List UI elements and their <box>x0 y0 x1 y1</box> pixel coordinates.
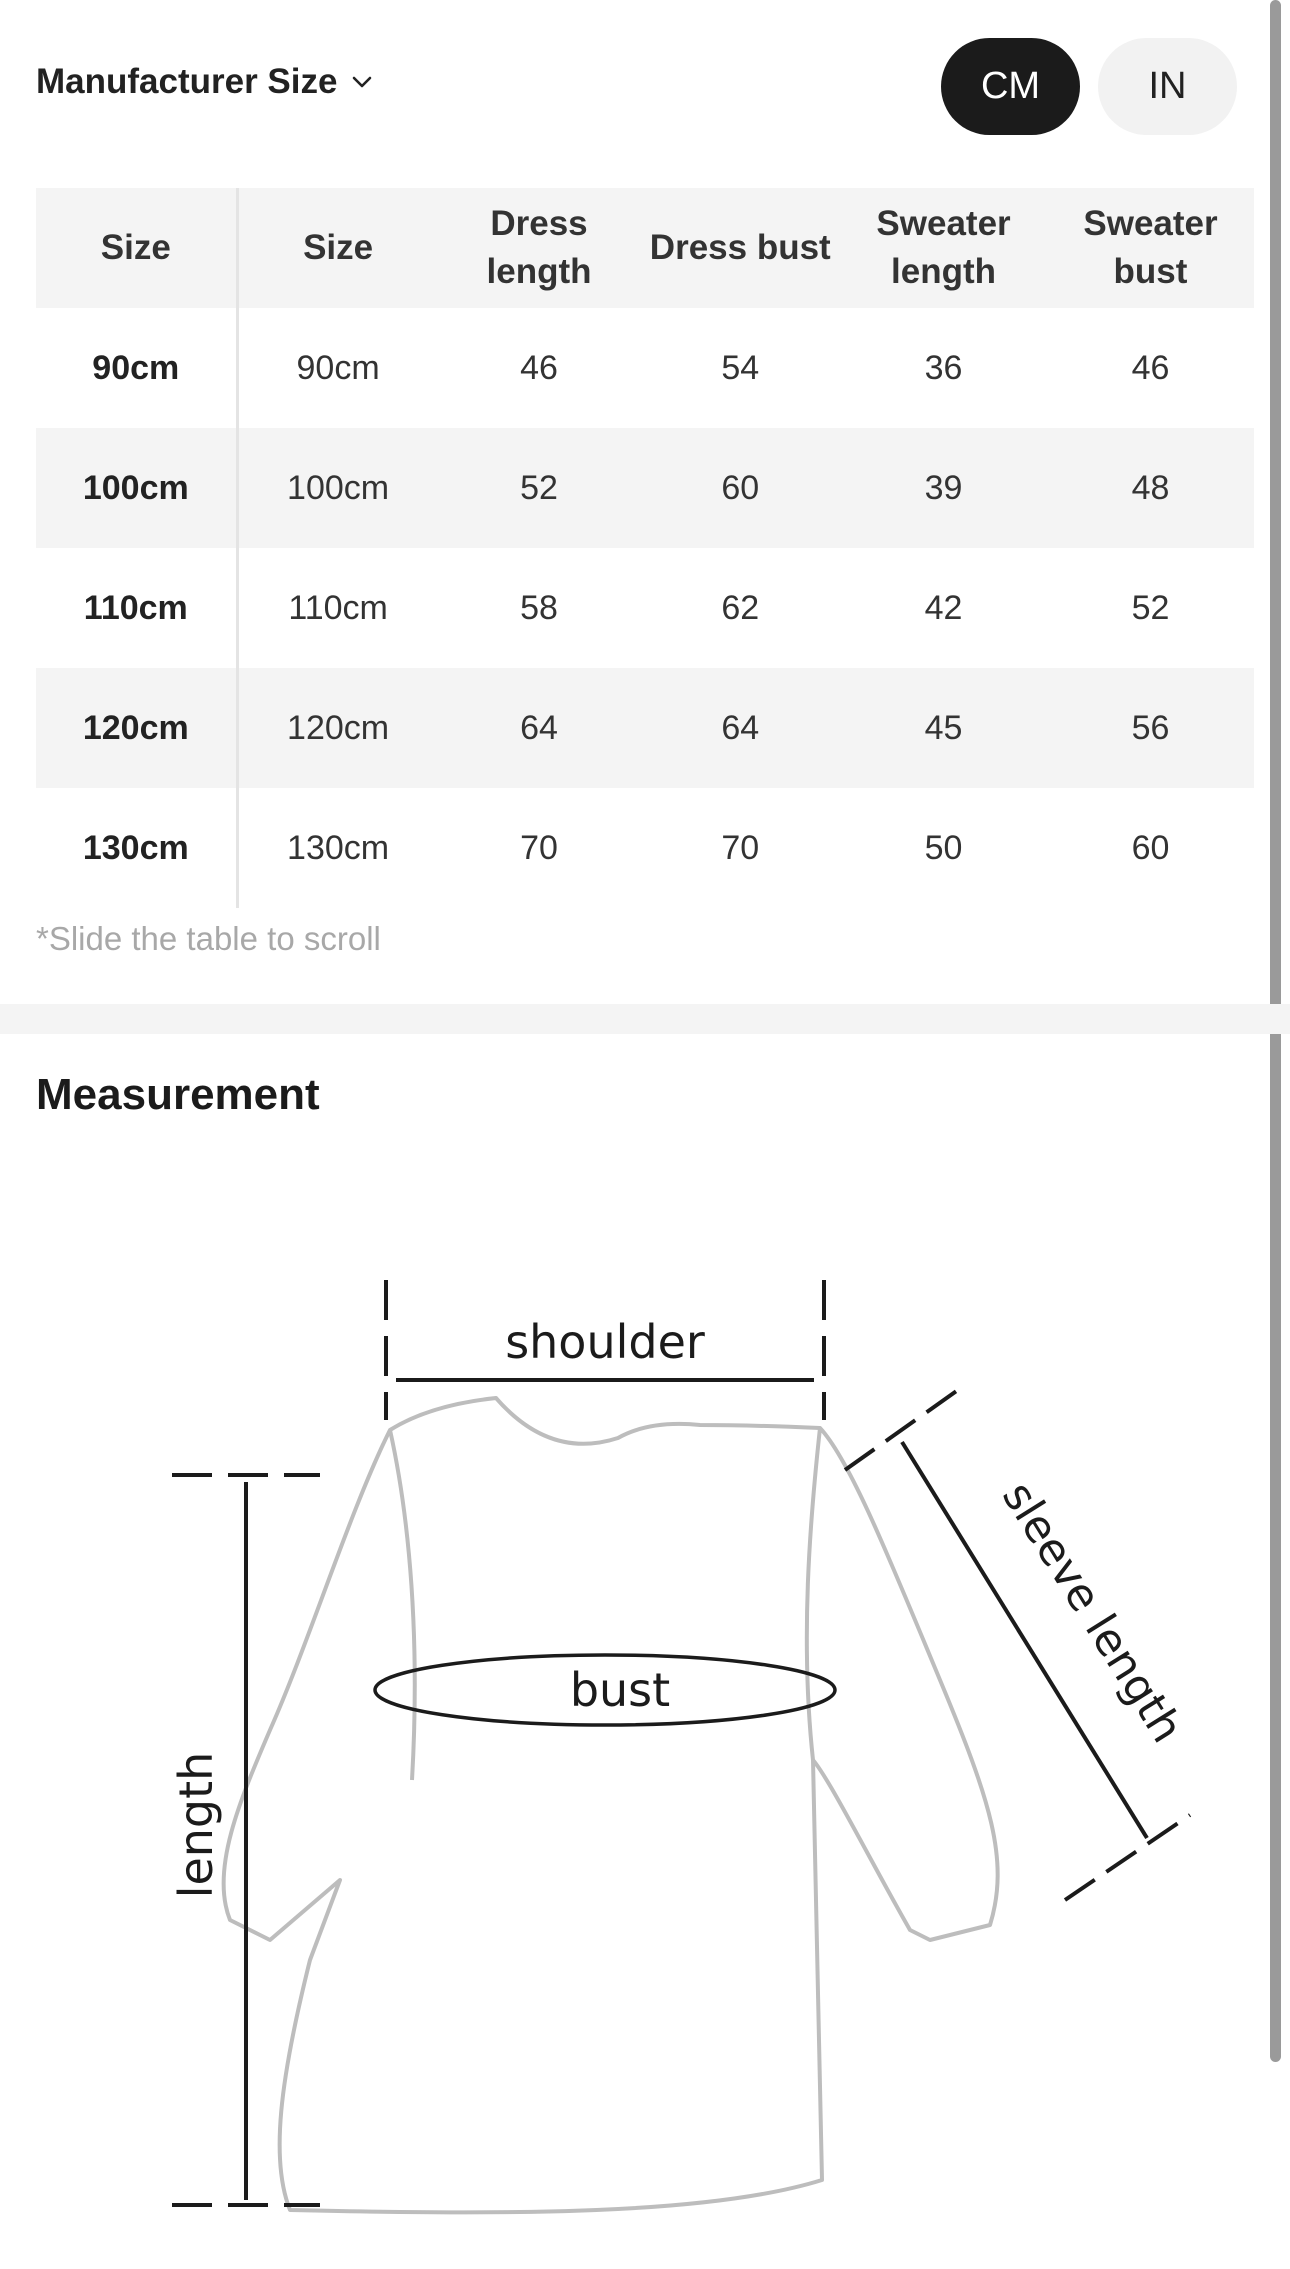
table-row <box>36 788 1254 908</box>
table-row <box>36 668 1254 788</box>
table-header-cell <box>1047 188 1254 308</box>
table-header-text: Sweater bust <box>1083 204 1218 291</box>
table-header-cell <box>840 188 1047 308</box>
table-cell: 70 <box>520 828 558 867</box>
table-cell: 70 <box>721 828 760 867</box>
table-header-text: Sweater length <box>876 204 1011 291</box>
table-cell: 50 <box>924 828 963 867</box>
table-cell: 58 <box>520 588 558 627</box>
table-cell: 62 <box>721 588 760 627</box>
table-cell: 46 <box>520 348 558 387</box>
table-cell: 90cm <box>296 348 380 387</box>
table-cell: 64 <box>721 708 760 747</box>
table-header-cell: Size <box>303 228 374 267</box>
table-header-cell <box>438 188 641 308</box>
table-header-cell: Dress bust <box>649 228 831 267</box>
size-table-scroll-container[interactable] <box>36 188 1254 908</box>
table-cell: 52 <box>520 468 558 507</box>
table-row <box>36 548 1254 668</box>
table-cell: 130cm <box>287 828 390 867</box>
chevron-down-icon <box>351 71 373 93</box>
table-cell: 120cm <box>36 668 237 788</box>
manufacturer-size-label: Manufacturer Size <box>36 62 338 101</box>
size-table <box>36 188 1254 908</box>
section-divider <box>0 1004 1290 1034</box>
table-cell: 48 <box>1131 468 1170 507</box>
bust-label: bust <box>569 1663 671 1717</box>
shoulder-label: shoulder <box>505 1315 705 1369</box>
table-cell: 64 <box>520 708 558 747</box>
table-header-cell: Size <box>36 188 237 308</box>
size-chart-header <box>0 0 1290 170</box>
table-cell: 36 <box>924 348 963 387</box>
unit-cm-button[interactable]: CM <box>941 38 1080 135</box>
table-cell: 60 <box>721 468 760 507</box>
table-row <box>36 428 1254 548</box>
table-cell: 110cm <box>36 548 237 668</box>
table-cell: 52 <box>1131 588 1170 627</box>
table-cell: 46 <box>1131 348 1170 387</box>
table-header-row <box>36 188 1254 308</box>
manufacturer-size-dropdown[interactable] <box>36 62 373 102</box>
unit-in-button[interactable]: IN <box>1098 38 1237 135</box>
dress-outline <box>224 1398 998 2212</box>
table-cell: 56 <box>1131 708 1170 747</box>
table-header-text: Dress length <box>486 204 592 291</box>
table-cell: 60 <box>1131 828 1170 867</box>
table-row <box>36 308 1254 428</box>
measurement-title: Measurement <box>36 1070 320 1119</box>
table-cell: 39 <box>924 468 963 507</box>
scroll-hint: *Slide the table to scroll <box>36 920 381 957</box>
table-cell: 130cm <box>36 788 237 908</box>
table-cell: 120cm <box>287 708 390 747</box>
table-cell: 100cm <box>36 428 237 548</box>
dress-measurement-diagram <box>150 1260 1210 2240</box>
sleeve-length-label: sleeve length <box>992 1473 1193 1752</box>
table-cell: 54 <box>721 348 760 387</box>
table-cell: 45 <box>924 708 963 747</box>
length-label: length <box>169 1751 223 1899</box>
table-cell: 110cm <box>288 588 388 627</box>
table-cell: 90cm <box>36 308 237 428</box>
table-cell: 42 <box>924 588 963 627</box>
table-cell: 100cm <box>287 468 390 507</box>
